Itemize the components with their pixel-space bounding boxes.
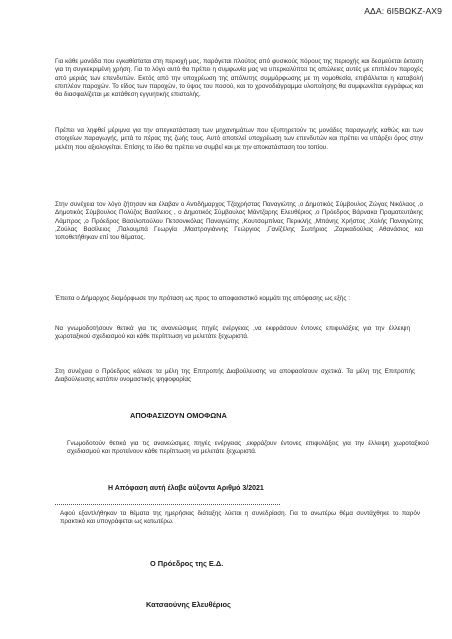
chair-name: Κατσαούνης Ελευθέριος xyxy=(146,600,231,609)
paragraph-closing: Αφού εξαντλήθηκαν τα θέματα της ημερήσιας διάταξης λύεται η συνεδρίαση. Για το ανωτέρω θέμα συντάχθηκε το παρόν πρακτικό και υπογράφεται ως κατωτέρω. xyxy=(60,510,420,526)
paragraph-benefits: Για κάθε μονάδα που εγκαθίσταται στη περιοχή μας, παράγεται πλούτος από φυσικούς πόρους της περιοχής και δεσμεύεται έκταση για τη συγκεκριμένη χρήση. Για το λόγο αυτό θα πρέπει η συμφωνία μας να υπερκαλύπτει τις απώλειες αυτές με επιπλέον παροχές από μεριάς των επενδυτών. Εκτός από την υποχρέωση της απόλυτης συμμόρφωσης με τη νομοθεσία, επιβάλλεται η καταβολή επιπλέον παροχών. Το είδος των παροχών, το ύψος του ποσού, και το χρονοδιάγραμμα υλοποίησης θα συμφωνείται εγγράφως και θα διασφαλίζεται με κατάθεση εγγυητικής επιστολής. xyxy=(55,58,423,99)
paragraph-decommissioning: Πρέπει να ληφθεί μέριμνα για την απεγκατάσταση των μηχανημάτων που εξυπηρετούν τις μονάδες παραγωγής καθώς και των στοιχείων παραγωγής, μετά το πέρας της ζωής τους. Αυτό αποτελεί υποχρέωση των επενδυτών και πρέπει να υπάρξει όρος στην μελέτη που αξιολογείται. Επίσης το ίδιο θα πρέπει να συμβεί και με την αποκατάσταση του τοπίου. xyxy=(55,127,423,151)
paragraph-mayor-proposal: Έπειτα ο Δήμαρχος διαμόρφωσε την πρόταση ως προς το αποφασιστικό κομμάτι της απόφασης ως εξής : xyxy=(55,295,350,302)
paragraph-committee-vote: Στη συνέχεια ο Πρόεδρος κάλεσε τα μέλη της Επιτροπής Διαβούλευσης να αποφασίσουν σχετικά. Τα μέλη της Επιτροπής Διαβούλευσης κατόπιν ονομαστικής ψηφοφορίας xyxy=(55,368,415,384)
decision-number: Η Απόφαση αυτή έλαβε αύξοντα Αριθμό 3/2021 xyxy=(108,485,264,492)
chair-title: Ο Πρόεδρος της Ε.Δ. xyxy=(150,559,224,568)
ada-code: ΑΔΑ: 6Ι5ΒΩΚΖ-ΑΧ9 xyxy=(364,6,442,16)
separator-line xyxy=(55,504,280,505)
paragraph-decision-text: Γνωμοδοτούν θετικά για τις ανανεώσιμες πηγές ενέργειας ,εκφράζουν έντονες επιφυλάξεις για την έλλειψη χωροταξικού σχεδιασμού και προτείνουν κάθε περίπτωση να μελετάτε ξεχωριστά. xyxy=(67,440,429,456)
paragraph-proposal-text: Να γνωμοδοτήσουν θετικά για τις ανανεώσιμες πηγές ενέργειας ,να εκφράσουν έντονες επιφυλάξεις για την έλλειψη χωροταξικού σχεδιασμού και κάθε περίπτωση να μελετάτε ξεχωριστά. xyxy=(55,325,410,341)
paragraph-speakers: Στην συνέχεια τον λόγο ζήτησαν και έλαβαν ο Αντιδήμαρχος Τζαχρήστας Παναγιώτης ,ο Δημοτικός Σύμβουλος Ζώγας Νικόλαος ,ο Δημοτικός Σύμβουλος Πολύζος Βασίλειος , ο Δημοτικός Σύμβουλος Μάντζαρης Ελευθέριος ,ο Πρόεδρος Βάρνακα Πραματευτάκης Λάμπρος ,ο Πρόεδρος Βασιλοπούλου Πετσονικόλας Παναγιώτης ,Κουτσομπίνας Περικλής ,Μπάνης Χρήστος ,Χολής Παναγιώτης ,Ζούλας Βασίλειος ,Παλουμπά Γεωργία ,Μαστρογιάννης Γεώργιος ,Γανίζέλης Σωτήριος ,Ζαρκαδούλας Αθανάσιος και τοποθετήθηκαν επί του θέματος. xyxy=(55,201,423,242)
decision-heading: ΑΠΟΦΑΣΙΖΟΥΝ ΟΜΟΦΩΝΑ xyxy=(130,411,227,420)
